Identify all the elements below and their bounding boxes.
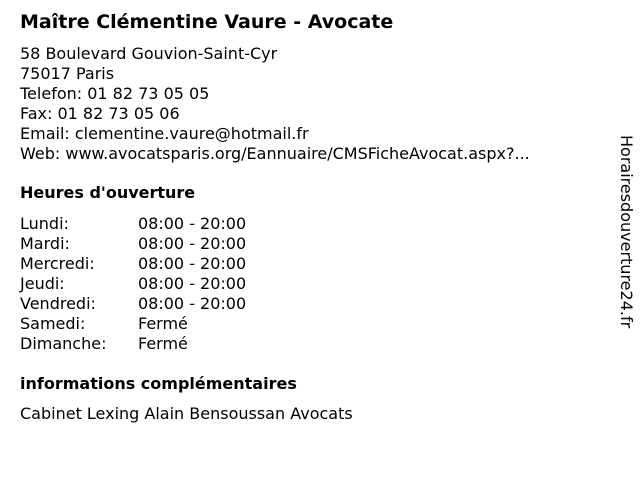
day-hours: 08:00 - 20:00 [138,274,247,293]
page-title: Maître Clémentine Vaure - Avocate [20,11,394,33]
day-hours: 08:00 - 20:00 [138,294,247,313]
website-url: Web: www.avocatsparis.org/Eannuaire/CMSFicheAvocat.aspx?... [20,144,530,163]
day-hours: 08:00 - 20:00 [138,214,247,233]
phone-number: Telefon: 01 82 73 05 05 [20,84,210,103]
day-label: Jeudi: [20,274,65,293]
day-hours: 08:00 - 20:00 [138,234,247,253]
email-address: Email: clementine.vaure@hotmail.fr [20,124,309,143]
site-watermark: Horairesdouverture24.fr [617,135,636,329]
opening-hours-heading: Heures d'ouverture [20,183,196,202]
day-label: Samedi: [20,314,86,333]
additional-info-text: Cabinet Lexing Alain Bensoussan Avocats [20,404,353,423]
day-hours: 08:00 - 20:00 [138,254,247,273]
day-label: Lundi: [20,214,69,233]
address-city: 75017 Paris [20,64,115,83]
day-hours: Fermé [138,314,188,333]
fax-number: Fax: 01 82 73 05 06 [20,104,180,123]
day-label: Vendredi: [20,294,96,313]
additional-info-heading: informations complémentaires [20,374,297,393]
day-hours: Fermé [138,334,188,353]
day-label: Dimanche: [20,334,107,353]
address-street: 58 Boulevard Gouvion-Saint-Cyr [20,44,278,63]
day-label: Mardi: [20,234,70,253]
day-label: Mercredi: [20,254,95,273]
contact-block [20,44,530,164]
